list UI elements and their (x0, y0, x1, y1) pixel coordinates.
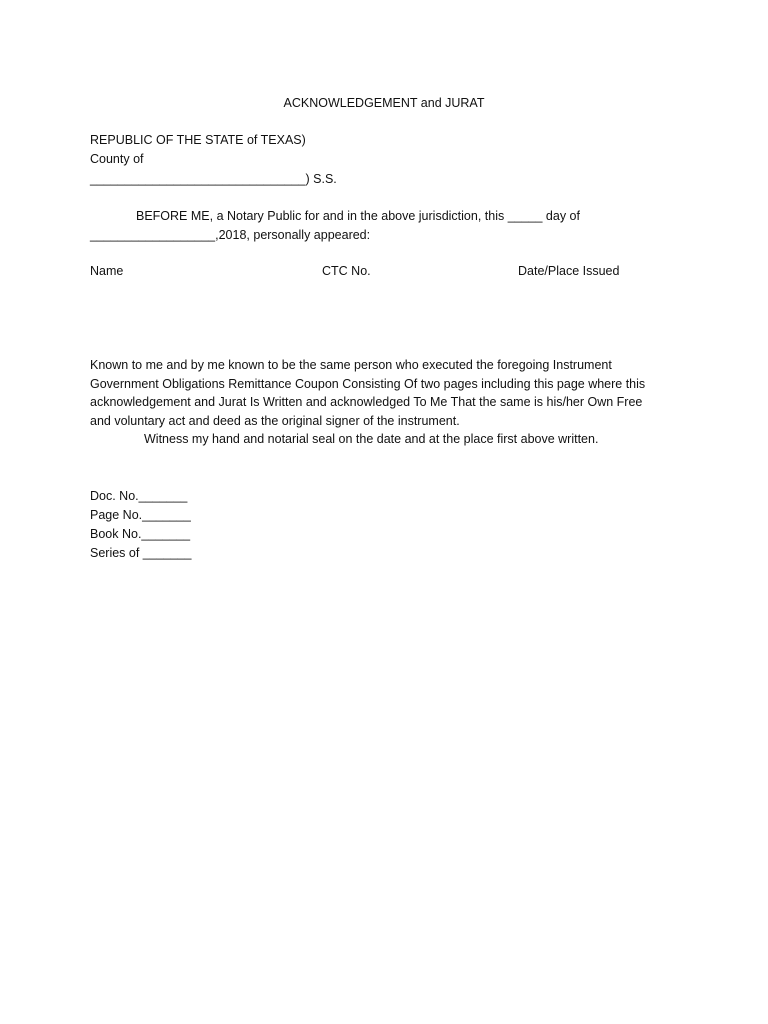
column-ctc-no: CTC No. (322, 264, 371, 278)
document-title: ACKNOWLEDGEMENT and JURAT (283, 96, 485, 110)
column-date-place-issued: Date/Place Issued (518, 264, 620, 278)
paragraph-line-2: Government Obligations Remittance Coupon Consisting Of two pages including this page where this (90, 376, 646, 391)
column-name: Name (90, 264, 124, 278)
doc-no-field: Doc. No._______ (90, 489, 188, 503)
series-field: Series of _______ (90, 546, 192, 560)
paragraph-line-4: and voluntary act and deed as the original signer of the instrument. (90, 413, 460, 428)
paragraph-line-3: acknowledgement and Jurat Is Written and acknowledged To Me That the same is his/her Own Free (90, 395, 643, 409)
before-me-line-2: __________________,2018, personally appeared: (90, 228, 371, 242)
acknowledgement-paragraph (90, 356, 680, 449)
book-no-field: Book No._______ (90, 527, 191, 541)
venue-county-line: County of (90, 152, 144, 166)
venue-state-line: REPUBLIC OF THE STATE of TEXAS) (90, 133, 306, 147)
page-no-field: Page No._______ (90, 508, 191, 522)
before-me-line-1: BEFORE ME, a Notary Public for and in the above jurisdiction, this _____ day of (136, 209, 580, 223)
witness-line: Witness my hand and notarial seal on the date and at the place first above written. (144, 432, 599, 446)
venue-ss-line: _______________________________) S.S. (90, 172, 337, 186)
notarial-registry (90, 487, 191, 563)
paragraph-line-1: Known to me and by me known to be the same person who executed the foregoing Instrument (90, 358, 612, 372)
appearance-columns (90, 262, 650, 280)
